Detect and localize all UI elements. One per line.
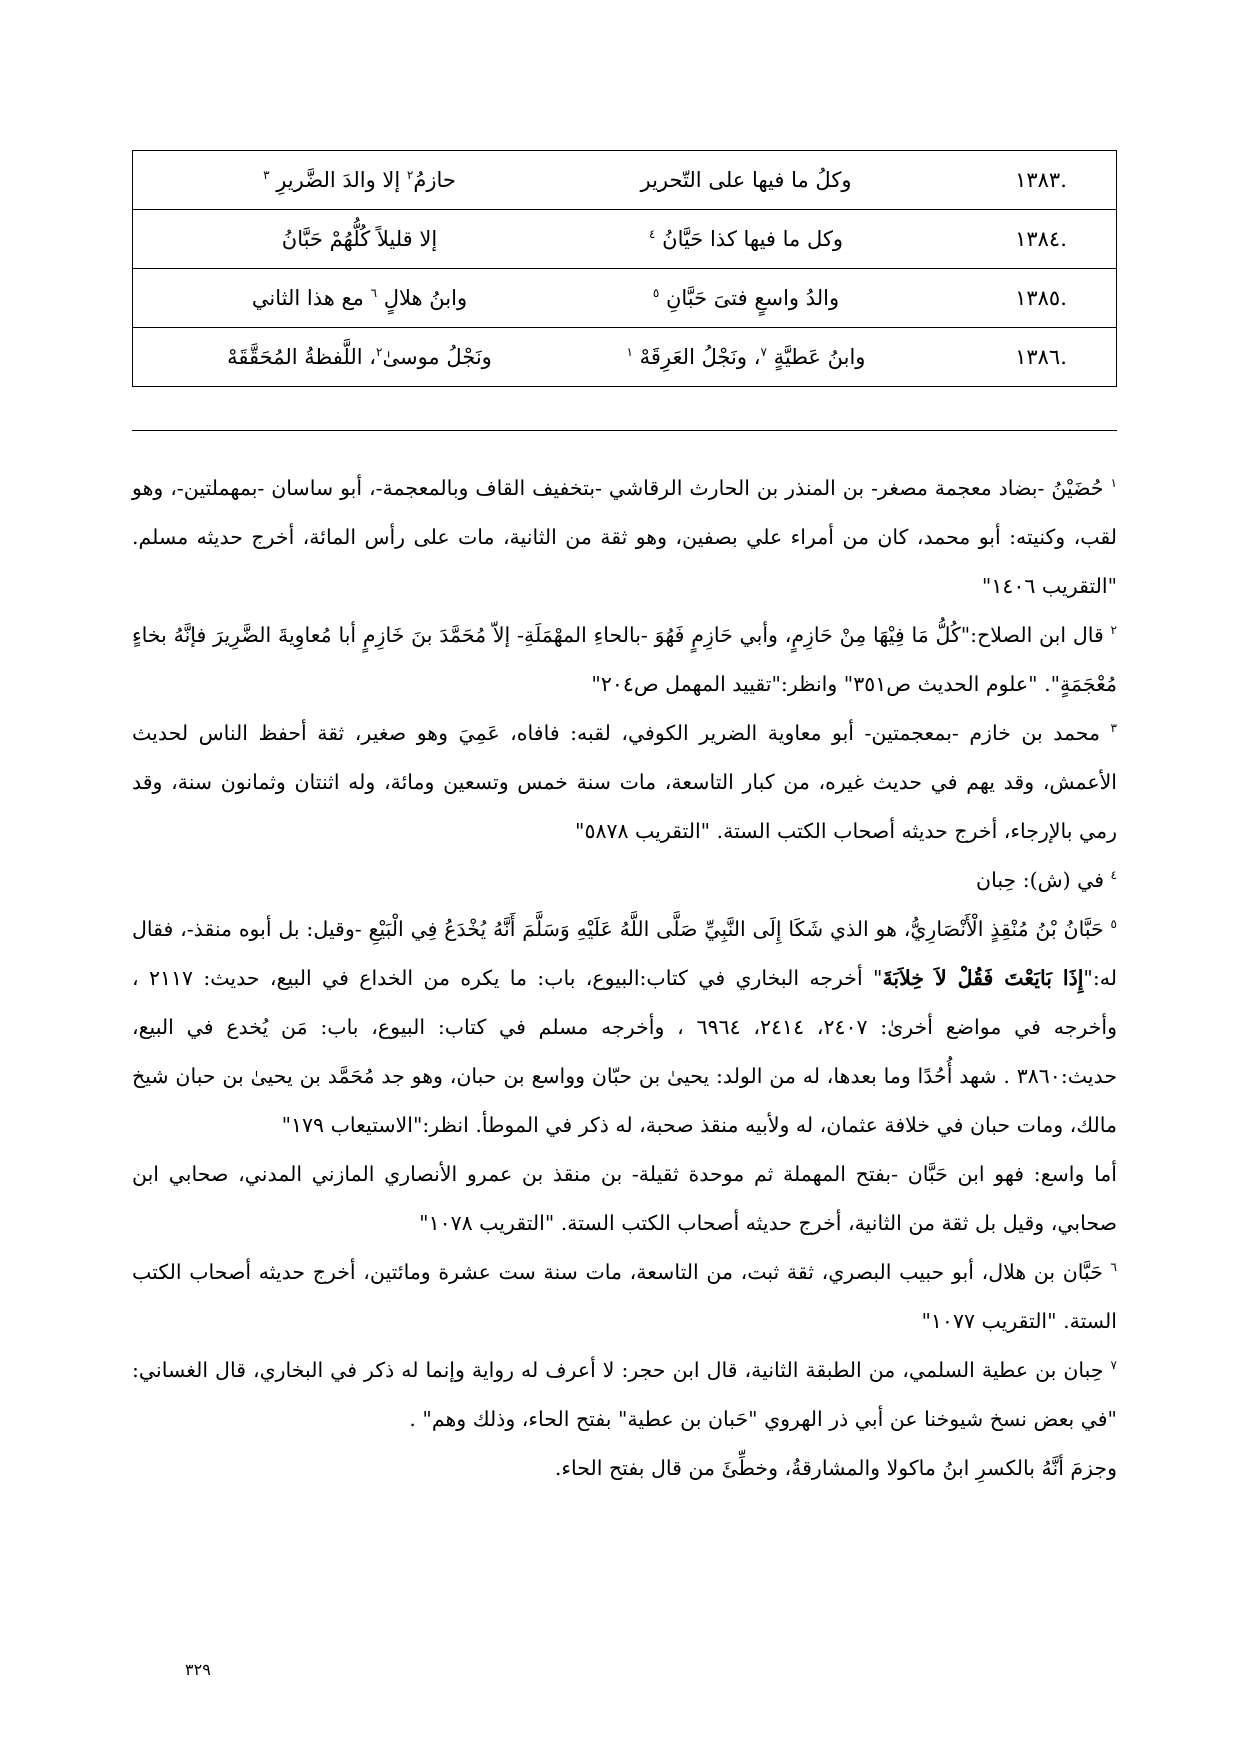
footnote-ref[interactable]: ٢: [376, 345, 383, 359]
second-hemistich: [133, 328, 527, 387]
second-hemistich: [133, 151, 527, 210]
footnote-text: " أخرجه البخاري في كتاب:البيوع، باب: ما يكره من الخداع في البيع، حديث: ٢١١٧ ، وأخرجه في مواضع أخرىٰ: ٢٤٠٧، ٢٤١٤، ٦٩٦٤ ، وأخرجه مسلم في كتاب: البيوع، باب: مَن يُخدع في البيع، حديث:٣٨٦٠ . شهد أُحُدًا وما بعدها، له من الولد: يحيىٰ بن حبّان وواسع بن حبان، وهو جد مُحَمَّد بن يحيىٰ بن حبان شيخ مالك، ومات حبان في خلافة عثمان، له ولأبيه منقذ صحبة، له ذكر في الموطأ. انظر:"الاستيعاب ١٧٩": [132, 966, 1117, 1137]
footnote-text: حِبان بن عطية السلمي، من الطبقة الثانية، قال ابن حجر: لا أعرف له رواية وإنما له ذكر في البخاري، قال الغساني: "في بعض نسخ شيوخنا عن أبي ذر الهروي "حَبان بن عطية" بفتح الحاء، وذلك وهم" .: [132, 1358, 1117, 1431]
verse-table: [132, 150, 1117, 387]
footnote-5: [132, 905, 1117, 1150]
footnote-5-continued: [132, 1150, 1117, 1248]
page-number: ٣٢٩: [185, 1660, 211, 1679]
footnote-text: وجزمَ أنَّهُ بالكسرِ ابنُ ماكولا والمشارقةُ، وخطِّئَ من قال بفتح الحاء.: [554, 1456, 1117, 1480]
footnote-ref[interactable]: ٦: [370, 286, 378, 300]
hemistich-text: حازمُ: [413, 168, 456, 192]
footnote-text: محمد بن خازم -بمعجمتين- أبو معاوية الضرير الكوفي، لقبه: فافاه، عَمِيَ وهو صغير، ثقة أحفظ الناس لحديث الأعمش، وقد يهم في حديث غيره، من كبار التاسعة، مات سنة خمس وتسعين ومائة، وله اثنتان وثمانون سنة، وقد رمي بالإرجاء، أخرج حديثه أصحاب الكتب الستة. "التقريب ٥٨٧٨": [132, 721, 1117, 843]
footnote-separator: [132, 430, 1117, 431]
footnote-text: حَبَّانُ بْنُ مُنْقِذٍ الْأَنْصَارِيُّ، هو الذي شَكَا إِلَى النَّبِيِّ صَلَّى اللَّهُ عَلَيْهِ وَسَلَّمَ أَنَّهُ يُخْدَعُ فِي الْبَيْعِ -وقيل: بل أبوه منقذ-، فقال له:": [132, 917, 1117, 990]
hadith-quote: إِذَا بَايَعْتَ فَقُلْ لاَ خِلاَبَةَ: [882, 966, 1084, 990]
hemistich-text: إلا والدَ الضَّريرِ: [269, 168, 407, 192]
hemistich-text: وكلُ ما فيها على التّحرير: [640, 168, 852, 192]
footnote-text: قال ابن الصلاح:"كُلُّ مَا فِيْهَا مِنْ حَازِمٍ، وأبي حَازِمٍ فَهُوَ -بالحاءِ المهْمَلَةِ- إلاّ مُحَمَّدَ بنَ خَازِمٍ أبا مُعاوِيةَ الضَّرِيرَ فإنَّهُ بخاءٍ مُعْجَمَةٍ". "علوم الحديث ص٣٥١" وانظر:"تقييد المهمل ص٢٠٤": [132, 623, 1117, 696]
footnote-text: حُضَيْنُ -بضاد معجمة مصغر- بن المنذر بن الحارث الرقاشي -بتخفيف القاف وبالمعجمة-، أبو ساسان -بمهملتين-، وهو لقب، وكنيته: أبو محمد، كان من أمراء علي بصفين، وهو ثقة من الثانية، مات على رأس المائة، أخرج حديثه مسلم. "التقريب ١٤٠٦": [132, 476, 1117, 598]
footnote-7-continued: [132, 1444, 1117, 1493]
footnote-mark: ٧: [1110, 1358, 1117, 1373]
footnote-mark: ٢: [1110, 623, 1117, 638]
first-hemistich: [526, 151, 966, 210]
verse-number: .١٣٨٤: [966, 210, 1117, 269]
second-hemistich: [133, 269, 527, 328]
hemistich-text: ونَجْلُ موسىٰ: [382, 345, 492, 369]
footnote-ref[interactable]: ٣: [263, 168, 270, 182]
hemistich-text: وابنُ هلالٍ: [377, 286, 468, 310]
footnote-2: [132, 611, 1117, 709]
footnote-mark: ٦: [1110, 1260, 1117, 1275]
hemistich-text: مع هذا الثاني: [251, 286, 371, 310]
footnote-ref[interactable]: ٤: [649, 227, 656, 241]
footnote-4: [132, 856, 1117, 905]
hemistich-text: والدُ واسعٍ فتىَ حَبَّانِ: [659, 286, 840, 310]
footnote-ref[interactable]: ٢: [406, 168, 414, 182]
footnote-mark: ٣: [1110, 721, 1117, 736]
first-hemistich: [526, 269, 966, 328]
hemistich-text: ، اللَّفظةُ المُحَقَّقَهْ: [227, 345, 377, 369]
verse-row: [133, 151, 1117, 210]
footnote-text: حَبَّان بن هلال، أبو حبيب البصري، ثقة ثبت، من التاسعة، مات سنة ست عشرة ومائتين، أخرج حديثه أصحاب الكتب الستة. "التقريب ١٠٧٧": [132, 1260, 1117, 1333]
first-hemistich: [526, 210, 966, 269]
hemistich-text: وابنُ عَطيَّةٍ: [766, 345, 866, 369]
footnote-text: في (ش): حِبان: [976, 868, 1111, 892]
footnote-1: [132, 464, 1117, 611]
verse-row: [133, 328, 1117, 387]
footnotes: [132, 464, 1117, 1493]
footnote-mark: ١: [1110, 476, 1117, 491]
verse-number: .١٣٨٥: [966, 269, 1117, 328]
verse-number: .١٣٨٦: [966, 328, 1117, 387]
footnote-3: [132, 709, 1117, 856]
first-hemistich: [526, 328, 966, 387]
verse-number: .١٣٨٣: [966, 151, 1117, 210]
footnote-6: [132, 1248, 1117, 1346]
hemistich-text: ، ونَجْلُ العَرِقَهْ: [632, 345, 761, 369]
footnote-ref[interactable]: ٧: [760, 345, 767, 359]
hemistich-text: إلا قليلاً كُلُّهُمْ حَبَّانُ: [281, 227, 438, 251]
second-hemistich: [133, 210, 527, 269]
footnote-mark: ٤: [1110, 868, 1117, 883]
footnote-text: أما واسع: فهو ابن حَبَّان -بفتح المهملة ثم موحدة ثقيلة- بن منقذ بن عمرو الأنصاري المازني المدني، صحابي ابن صحابي، وقيل بل ثقة من الثانية، أخرج حديثه أصحاب الكتب الستة. "التقريب ١٠٧٨": [132, 1162, 1117, 1235]
verse-row: [133, 269, 1117, 328]
footnote-ref[interactable]: ١: [626, 345, 633, 359]
footnote-ref[interactable]: ٥: [652, 286, 660, 300]
footnote-7: [132, 1346, 1117, 1444]
verse-row: [133, 210, 1117, 269]
footnote-mark: ٥: [1110, 917, 1117, 932]
hemistich-text: وكل ما فيها كذا حَيَّانُ: [655, 227, 843, 251]
